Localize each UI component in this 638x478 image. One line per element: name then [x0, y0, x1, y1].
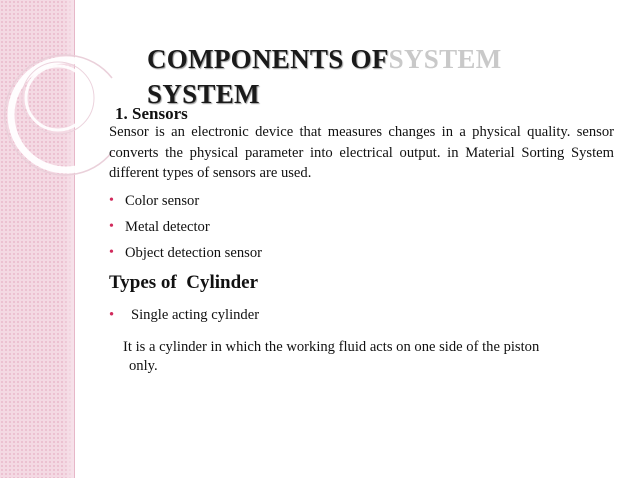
cylinder-bullet-item	[109, 303, 259, 327]
bullet-text: Metal detector	[125, 219, 210, 235]
bullet-item	[109, 188, 262, 214]
bullet-dot-icon: •	[109, 193, 114, 208]
bullet-text: Color sensor	[125, 193, 200, 209]
title-faded-word: SYSTEM	[388, 44, 502, 74]
sensor-bullet-list	[109, 188, 262, 266]
definition-line-2: only.	[129, 358, 158, 374]
bullet-dot-icon: •	[109, 245, 114, 260]
title-line2: SYSTEM	[147, 79, 260, 109]
bullet-dot-icon: •	[109, 219, 114, 234]
bullet-text: Object detection sensor	[125, 245, 262, 261]
types-of-cylinder-heading: Types of Cylinder	[109, 272, 259, 293]
bullet-item	[109, 240, 262, 266]
bullet-dot-icon: •	[109, 307, 115, 323]
definition-line-1: It is a cylinder in which the working fluid acts on one side of the piston	[123, 339, 540, 355]
cylinder-bullet-text: Single acting cylinder	[131, 307, 260, 323]
title-main: COMPONENTS OF	[147, 44, 389, 74]
slide-title	[147, 42, 607, 112]
bullet-item	[109, 214, 262, 240]
intro-paragraph: Sensor is an electronic device that measures changes in a physical quality. sensor converts the physical parameter into electrical output. in Material Sorting System different types of sensors are used.	[109, 124, 614, 181]
cylinder-definition	[123, 338, 613, 376]
section-heading-sensors: 1. Sensors	[115, 104, 188, 123]
